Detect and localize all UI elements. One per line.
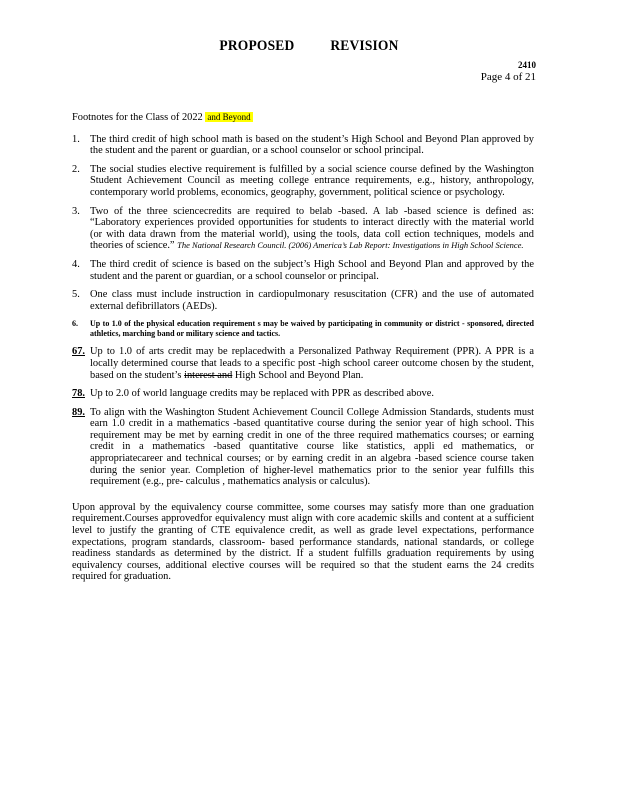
footnote-number: 5. — [72, 289, 80, 301]
footnote-number: 3. — [72, 205, 80, 217]
page-title: PROPOSED REVISION — [219, 38, 399, 54]
footnote-number: 4. — [72, 258, 80, 270]
footnote-number: 6. — [72, 319, 78, 329]
footnote-text: The third credit of science is based on the subject’s High School and Beyond Plan and approved by the student and the parent or guardian, or a school counselor or principal. — [90, 258, 534, 282]
highlighted-insertion: and Beyond — [207, 112, 251, 122]
footnote-number-edited: 67. — [72, 346, 85, 358]
footnotes-heading — [72, 112, 534, 124]
footnote-text: Up to 1.0 of arts credit may be replacedwith a Personalized Pathway Requirement (PPR). A PPR is a locally determined course that leads to a specific post -high school career outcome chosen by the student, based on the student’s — [90, 346, 534, 381]
footnote-citation: The National Research Council. (2006) America’s Lab Report: Investigations in High School Science. — [177, 240, 524, 251]
footnote-text: Two of the three sciencecredits are required to belab -based. A lab -based science is defined as: “Laboratory experiences provided opportunities for students to interact directly with the material world (or with data drawn from the material world), using the tools, data coll ection techniques, models and theories of science.” — [90, 205, 534, 252]
footnote-text-continued: High School and Beyond Plan. — [234, 369, 364, 381]
footnote-number-edited: 89. — [72, 406, 85, 418]
footnote-number: 2. — [72, 163, 80, 175]
footnote-9 — [72, 407, 534, 488]
footnote-text: Up to 2.0 of world language credits may be replaced with PPR as described above. — [90, 388, 434, 400]
footnotes-heading-text: Footnotes for the Class of 2022 — [72, 112, 203, 123]
footnote-text: The third credit of high school math is based on the student’s High School and Beyond Plan approved by the student and the parent or guardian, or a school counselor or school principal. — [90, 133, 534, 157]
footnote-number-edited: 78. — [72, 388, 85, 400]
closing-paragraph: Upon approval by the equivalency course committee, some courses may satisfy more than one graduation requirement.Courses approvedfor equivalency must align with core academic skills and content at a sufficient level to justify the granting of CTE equivalence credit, as well as grade level expectations, performance expectations, program standards, classroom- based performance standards, national standards, or college readiness standards as determined by the district. If a student fulfills graduation requirements by using equivalency courses, additional elective courses will be required so that the student earns the 24 credits required for graduation. — [72, 501, 534, 583]
footnote-text: One class must include instruction in cardiopulmonary resuscitation (CFR) and the use of automated external defibrillators (AEDs). — [90, 289, 534, 312]
page-number: Page 4 of 21 — [480, 71, 536, 83]
footnote-text: The social studies elective requirement is fulfilled by a social science course defined by the Washington Student Achievement Council as meeting college entrance requirements, e.g., history, anthropology, contemporary world problems, economics, geography, government, political science or psychology. — [90, 163, 534, 198]
footnote-8 — [72, 388, 534, 400]
footnote-number: 1. — [72, 133, 80, 145]
footnote-4 — [72, 259, 534, 282]
footnote-2 — [72, 164, 534, 199]
footnote-6 — [72, 319, 534, 339]
footnote-3 — [72, 206, 534, 252]
footnote-1 — [72, 134, 534, 157]
footnote-text: To align with the Washington Student Achievement Council College Admission Standards, students must earn 1.0 credit in a mathematics -based quantitative course during the senior year of high school. This requirement may be met by earning credit in one of the three required mathematics courses; or earning credit in a mathematics -based quantitative course like statistics, appli ed mathematics, or appropriatecareer and technical courses; or by earning credit in an algebra -based science course taken during the senior year. Completion of higher-level mathematics prior to the senior year fulfills this requirement (e.g., pre- calculus , mathematics analysis or calculus). — [90, 406, 534, 488]
footnote-text: Up to 1.0 of the physical education requirement s may be waived by participating in community or district - sponsored, directed athletics, marching band or military science and tactics. — [90, 319, 534, 339]
policy-code: 2410 — [518, 60, 536, 70]
document-body — [72, 112, 534, 593]
footnote-7 — [72, 346, 534, 381]
footnote-5 — [72, 289, 534, 312]
footnotes-list — [72, 134, 534, 488]
struck-text: interest and — [184, 369, 233, 381]
